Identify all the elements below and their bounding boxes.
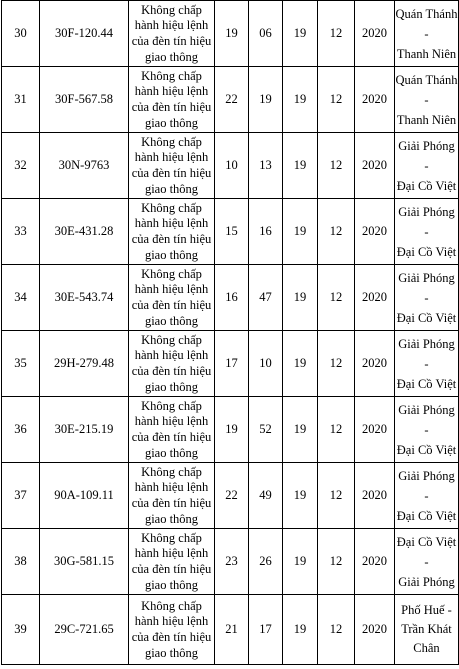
month-cell: 12 xyxy=(318,529,355,595)
location-cell xyxy=(395,133,459,199)
year-cell: 2020 xyxy=(355,331,395,397)
location-cell-line: Đại Cồ Việt xyxy=(396,376,457,391)
month-cell: 12 xyxy=(318,331,355,397)
minute-cell: 26 xyxy=(249,529,283,595)
violation-cell-line: giao thông xyxy=(144,511,199,526)
violation-cell xyxy=(129,529,215,595)
row-number: 30 xyxy=(2,1,40,67)
table-row xyxy=(2,265,459,331)
minute-cell: 13 xyxy=(249,133,283,199)
minute-cell: 06 xyxy=(249,1,283,67)
violation-cell-line: Không chấp xyxy=(141,266,202,281)
location-cell-line: Giải Phóng - xyxy=(398,336,455,371)
violation-cell-line: hành hiệu lệnh xyxy=(134,414,209,429)
year-cell: 2020 xyxy=(355,199,395,265)
year-cell: 2020 xyxy=(355,1,395,67)
violation-cell xyxy=(129,265,215,331)
hour-cell: 19 xyxy=(215,397,249,463)
table-body xyxy=(2,1,459,665)
violation-cell xyxy=(129,397,215,463)
violation-cell xyxy=(129,595,215,665)
hour-cell: 22 xyxy=(215,67,249,133)
violation-cell xyxy=(129,133,215,199)
table-row xyxy=(2,397,459,463)
row-number: 38 xyxy=(2,529,40,595)
location-cell-line: Thanh Niên xyxy=(396,46,457,61)
hour-cell: 17 xyxy=(215,331,249,397)
location-cell-line: Đại Cồ Việt xyxy=(396,442,457,457)
violation-cell xyxy=(129,1,215,67)
violation-cell-line: giao thông xyxy=(144,115,199,130)
minute-cell: 19 xyxy=(249,67,283,133)
violation-cell-line: của đèn tín hiệu xyxy=(131,232,212,246)
violation-cell-line: giao thông xyxy=(144,247,199,262)
month-cell: 12 xyxy=(318,397,355,463)
minute-cell: 16 xyxy=(249,199,283,265)
violation-cell-line: của đèn tín hiệu xyxy=(131,562,212,576)
location-cell xyxy=(395,199,459,265)
violation-cell-line: hành hiệu lệnh xyxy=(134,348,209,363)
location-cell-line: Giải Phóng xyxy=(398,574,455,589)
location-cell xyxy=(395,397,459,463)
violation-cell-line: Không chấp xyxy=(141,530,202,545)
violation-cell-line: Không chấp xyxy=(141,2,202,17)
month-cell: 12 xyxy=(318,199,355,265)
hour-cell: 21 xyxy=(215,595,249,665)
minute-cell: 47 xyxy=(249,265,283,331)
location-cell xyxy=(395,595,459,665)
day-cell: 19 xyxy=(283,331,318,397)
location-cell-line: Giải Phóng - xyxy=(398,204,455,239)
row-number: 33 xyxy=(2,199,40,265)
license-plate: 30F-567.58 xyxy=(40,67,129,133)
violation-cell-line: giao thông xyxy=(144,313,199,328)
table-row xyxy=(2,67,459,133)
location-cell-line: Đại Cồ Việt - xyxy=(396,534,457,569)
violation-cell-line: hành hiệu lệnh xyxy=(134,18,209,33)
violation-cell-line: giao thông xyxy=(144,49,199,64)
violation-cell-line: của đèn tín hiệu xyxy=(131,364,212,378)
row-number: 34 xyxy=(2,265,40,331)
table-row xyxy=(2,463,459,529)
violation-cell-line: hành hiệu lệnh xyxy=(134,84,209,99)
table-row xyxy=(2,199,459,265)
day-cell: 19 xyxy=(283,133,318,199)
day-cell: 19 xyxy=(283,595,318,665)
location-cell-line: Quán Thánh - xyxy=(395,6,458,41)
location-cell-line: Quán Thánh - xyxy=(395,72,458,107)
license-plate: 29H-279.48 xyxy=(40,331,129,397)
violation-cell-line: giao thông xyxy=(144,445,199,460)
violation-cell-line: giao thông xyxy=(144,645,199,660)
location-cell-line: Giải Phóng - xyxy=(398,468,455,503)
violation-cell-line: của đèn tín hiệu xyxy=(131,100,212,114)
table-row xyxy=(2,529,459,595)
location-cell-line: Đại Cồ Việt xyxy=(396,310,457,325)
row-number: 32 xyxy=(2,133,40,199)
violation-cell-line: Không chấp xyxy=(141,598,202,613)
violation-cell-line: Không chấp xyxy=(141,200,202,215)
license-plate: 30F-120.44 xyxy=(40,1,129,67)
table-row xyxy=(2,1,459,67)
day-cell: 19 xyxy=(283,265,318,331)
year-cell: 2020 xyxy=(355,463,395,529)
violation-cell-line: Không chấp xyxy=(141,398,202,413)
license-plate: 30E-215.19 xyxy=(40,397,129,463)
month-cell: 12 xyxy=(318,265,355,331)
row-number: 36 xyxy=(2,397,40,463)
violation-cell-line: giao thông xyxy=(144,577,199,592)
year-cell: 2020 xyxy=(355,67,395,133)
table-row xyxy=(2,331,459,397)
violation-cell xyxy=(129,199,215,265)
day-cell: 19 xyxy=(283,397,318,463)
hour-cell: 10 xyxy=(215,133,249,199)
location-cell-line: Trần Khát xyxy=(401,622,452,636)
violation-cell xyxy=(129,331,215,397)
violation-cell-line: Không chấp xyxy=(141,464,202,479)
minute-cell: 10 xyxy=(249,331,283,397)
violation-cell-line: hành hiệu lệnh xyxy=(134,150,209,165)
location-cell xyxy=(395,529,459,595)
violation-cell-line: Không chấp xyxy=(141,68,202,83)
month-cell: 12 xyxy=(318,67,355,133)
year-cell: 2020 xyxy=(355,265,395,331)
violation-cell-line: của đèn tín hiệu xyxy=(131,430,212,444)
location-cell-line: Giải Phóng - xyxy=(398,402,455,437)
violation-cell-line: giao thông xyxy=(144,181,199,196)
violation-cell-line: của đèn tín hiệu xyxy=(131,630,212,644)
location-cell-line: Phố Huế - xyxy=(401,603,452,617)
license-plate: 30N-9763 xyxy=(40,133,129,199)
table-row xyxy=(2,133,459,199)
location-cell xyxy=(395,331,459,397)
violation-cell-line: hành hiệu lệnh xyxy=(134,546,209,561)
location-cell-line: Đại Cồ Việt xyxy=(396,244,457,259)
violation-cell-line: của đèn tín hiệu xyxy=(131,496,212,510)
location-cell xyxy=(395,463,459,529)
hour-cell: 16 xyxy=(215,265,249,331)
day-cell: 19 xyxy=(283,529,318,595)
year-cell: 2020 xyxy=(355,529,395,595)
table-row xyxy=(2,595,459,665)
violation-cell-line: của đèn tín hiệu xyxy=(131,166,212,180)
violation-cell-line: hành hiệu lệnh xyxy=(134,614,209,629)
location-cell xyxy=(395,265,459,331)
violation-cell-line: Không chấp xyxy=(141,134,202,149)
license-plate: 90A-109.11 xyxy=(40,463,129,529)
license-plate: 29C-721.65 xyxy=(40,595,129,665)
month-cell: 12 xyxy=(318,133,355,199)
violation-cell-line: của đèn tín hiệu xyxy=(131,298,212,312)
day-cell: 19 xyxy=(283,463,318,529)
license-plate: 30E-431.28 xyxy=(40,199,129,265)
location-cell xyxy=(395,67,459,133)
location-cell-line: Chân xyxy=(413,641,440,655)
day-cell: 19 xyxy=(283,199,318,265)
year-cell: 2020 xyxy=(355,595,395,665)
violation-cell xyxy=(129,463,215,529)
license-plate: 30E-543.74 xyxy=(40,265,129,331)
violation-cell-line: Không chấp xyxy=(141,332,202,347)
row-number: 39 xyxy=(2,595,40,665)
violation-cell xyxy=(129,67,215,133)
month-cell: 12 xyxy=(318,463,355,529)
violation-cell-line: của đèn tín hiệu xyxy=(131,34,212,48)
day-cell: 19 xyxy=(283,1,318,67)
minute-cell: 52 xyxy=(249,397,283,463)
minute-cell: 17 xyxy=(249,595,283,665)
license-plate: 30G-581.15 xyxy=(40,529,129,595)
location-cell-line: Thanh Niên xyxy=(396,112,457,127)
location-cell-line: Đại Cồ Việt xyxy=(396,508,457,523)
month-cell: 12 xyxy=(318,595,355,665)
row-number: 31 xyxy=(2,67,40,133)
row-number: 35 xyxy=(2,331,40,397)
hour-cell: 19 xyxy=(215,1,249,67)
violation-cell-line: hành hiệu lệnh xyxy=(134,480,209,495)
year-cell: 2020 xyxy=(355,133,395,199)
violation-cell-line: hành hiệu lệnh xyxy=(134,282,209,297)
hour-cell: 22 xyxy=(215,463,249,529)
year-cell: 2020 xyxy=(355,397,395,463)
location-cell-line: Giải Phóng - xyxy=(398,270,455,305)
location-cell-line: Đại Cồ Việt xyxy=(396,178,457,193)
day-cell: 19 xyxy=(283,67,318,133)
month-cell: 12 xyxy=(318,1,355,67)
hour-cell: 15 xyxy=(215,199,249,265)
violation-cell-line: giao thông xyxy=(144,379,199,394)
violations-table xyxy=(1,0,459,665)
violation-cell-line: hành hiệu lệnh xyxy=(134,216,209,231)
minute-cell: 49 xyxy=(249,463,283,529)
hour-cell: 23 xyxy=(215,529,249,595)
location-cell-line: Giải Phóng - xyxy=(398,138,455,173)
row-number: 37 xyxy=(2,463,40,529)
location-cell xyxy=(395,1,459,67)
